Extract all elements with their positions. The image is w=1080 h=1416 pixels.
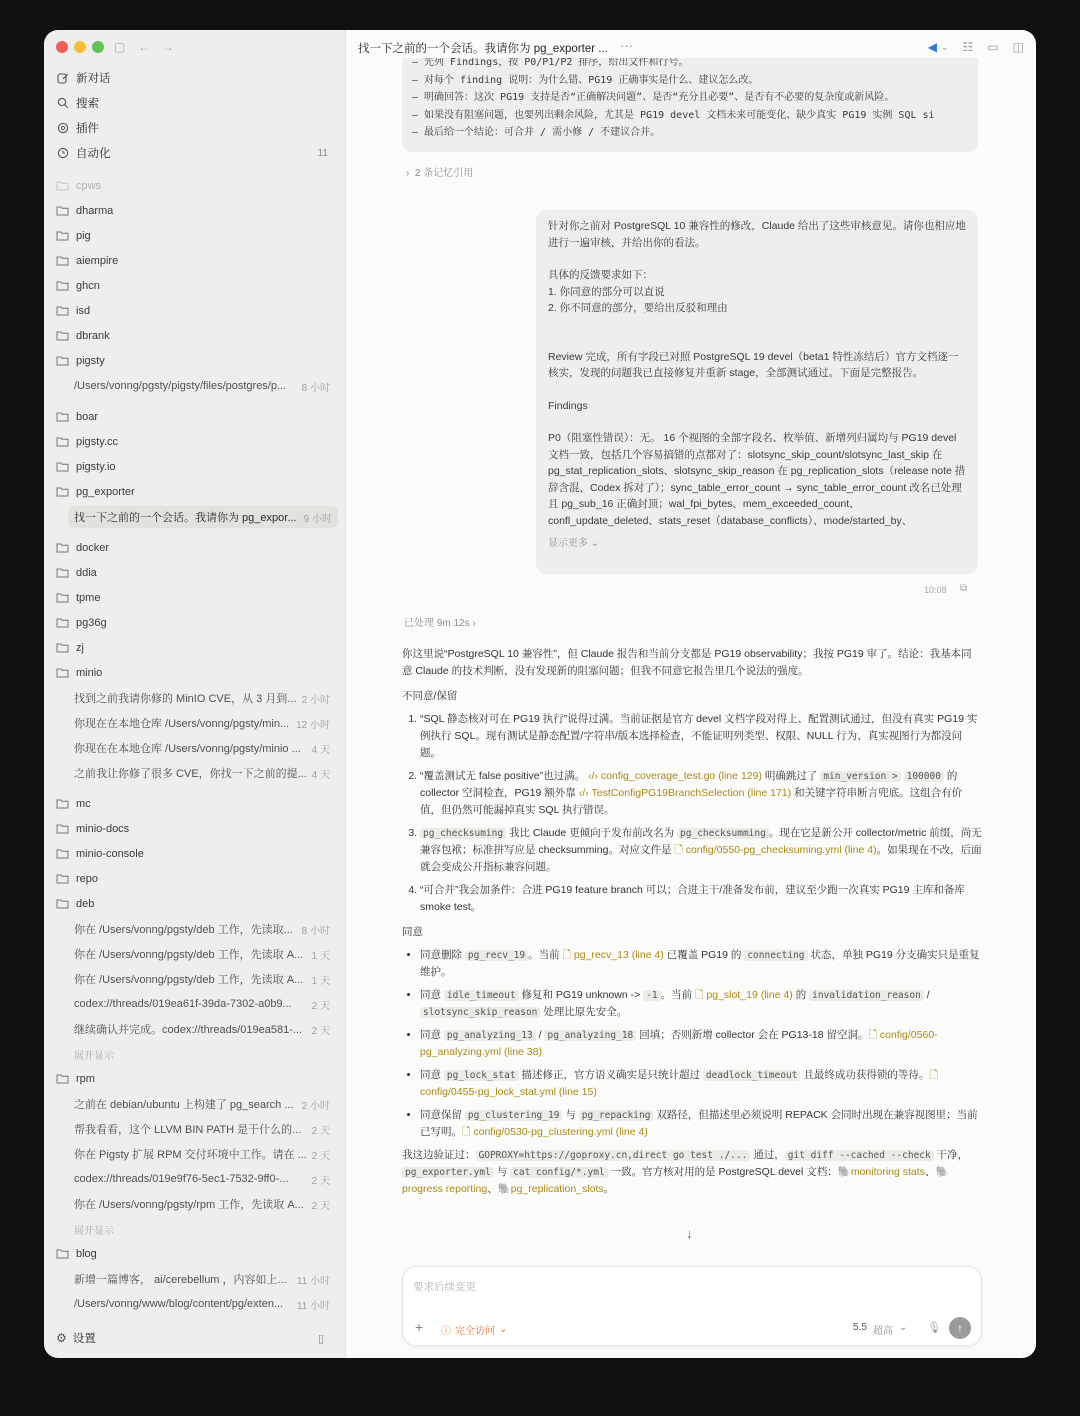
thread-time: 2 小时 (301, 1100, 330, 1112)
agree-item: • 同意保留 pg_clustering_19 与 pg_repacking 双路径，但描述里必须说明 REPACK 会同时出现在兼容视图里；当前已写明。🗋 config/0530-pg_clustering.yml (line 4) (420, 1107, 982, 1141)
file-link[interactable]: 🗋 config/0530-pg_clustering.yml (line 4) (462, 1126, 648, 1138)
folder-label: isd (76, 305, 91, 317)
previous-message-text (402, 58, 978, 142)
back-arrow-icon[interactable]: ← (138, 40, 150, 54)
folder-icon (56, 898, 70, 910)
folder-icon (56, 355, 70, 367)
thread-item[interactable] (74, 1118, 336, 1140)
folder-label: pg36g (76, 617, 107, 629)
folder-label: cpws (76, 180, 102, 192)
folder-label: minio-console (76, 848, 144, 860)
thread-item[interactable] (74, 1018, 336, 1040)
project-folder[interactable] (56, 662, 334, 684)
previous-message-bubble (402, 58, 978, 152)
project-folder[interactable] (56, 868, 334, 890)
project-folder[interactable] (56, 843, 334, 865)
thread-title: 继续确认并完成。codex://threads/019ea581-... (74, 1024, 303, 1036)
thread-title: 你在 /Users/vonng/pgsty/deb 工作，先读取 A... (74, 949, 304, 961)
folder-label: minio (76, 667, 103, 679)
section-heading-disagree: 不同意/保留 (402, 690, 458, 702)
nav-plugins[interactable] (56, 116, 334, 140)
thread-time: 2 天 (311, 1200, 330, 1212)
nav-automation[interactable] (56, 141, 334, 165)
folder-label: tpme (76, 592, 101, 604)
chevron-down-icon: ⌄ (499, 1324, 508, 1335)
thread-item[interactable] (74, 762, 336, 784)
thread-time: 4 天 (311, 769, 330, 781)
settings-button[interactable] (56, 1330, 334, 1346)
thread-time: 2 天 (311, 1150, 330, 1162)
thread-time: 1 天 (311, 975, 330, 987)
thread-title: 你在 /Users/vonng/pgsty/deb 工作，先读取 A... (74, 974, 304, 986)
processed-toggle[interactable]: 已处理 9m 12s › (404, 618, 476, 629)
toolbar-right (928, 40, 1024, 54)
doc-link[interactable]: 🐘pg_replication_slots (497, 1183, 604, 1195)
vscode-icon[interactable]: ◀ (927, 40, 937, 54)
user-msg-paragraph: 2. 你不同意的部分，要给出反驳和理由 (548, 302, 728, 314)
sidebar-toggle-icon[interactable]: ▢ (114, 40, 126, 54)
thread-item[interactable] (68, 506, 338, 528)
forward-arrow-icon[interactable]: → (162, 40, 174, 54)
nav-search[interactable] (56, 91, 334, 115)
folder-icon (56, 873, 70, 885)
composer (402, 1266, 982, 1346)
project-folder[interactable] (56, 562, 334, 584)
folder-label: deb (76, 898, 95, 910)
model-label: 5.5 (853, 1322, 867, 1333)
message-timestamp: 10:08 (924, 585, 947, 595)
previous-message-line: – 对每个 finding 说明：为什么错、PG19 正确事实是什么、建议怎么改。 (412, 74, 759, 86)
file-link[interactable]: 🗋 pg_slot_19 (line 4) (695, 989, 793, 1001)
folder-icon (56, 592, 70, 604)
thread-title: 你在 /Users/vonng/pgsty/rpm 工作，先读取 A... (74, 1199, 304, 1211)
thread-item[interactable] (74, 712, 336, 734)
thread-time: 11 小时 (296, 1300, 330, 1312)
project-folder[interactable] (56, 431, 334, 453)
nav-label: 自动化 (76, 148, 111, 160)
folder-icon (56, 230, 70, 242)
thread-item[interactable] (74, 1193, 336, 1215)
microphone-icon[interactable]: 🎙 (927, 1322, 941, 1334)
clock-icon (56, 146, 70, 160)
folder-label: ddia (76, 567, 97, 579)
folder-label: docker (76, 542, 110, 554)
effort-label: 超高 (872, 1326, 893, 1337)
thread-item[interactable] (74, 375, 336, 397)
thread-time: 2 天 (311, 1000, 330, 1012)
user-msg-paragraph: 针对你之前对 PostgreSQL 10 兼容性的修改，Claude 给出了这些审核意见。请你也相应地进行一遍审核，并给出你的看法。 (548, 220, 966, 249)
thread-title: 你现在在本地仓库 /Users/vonng/pgsty/min... (74, 718, 290, 730)
project-folder[interactable] (56, 893, 334, 915)
verification-paragraph: 我这边验证过： GOPROXY=https://goproxy.cn,direct go test ./... 通过， git diff --cached --check 干净，pg_exporter.yml 与 cat config/*.yml 一致。官方核对用的是 PostgreSQL devel 文档：🐘monitoring stats、🐘progress reporting、🐘pg_replication_slots。 (402, 1149, 969, 1195)
thread-item[interactable] (74, 737, 336, 759)
main-panel (346, 30, 1036, 1358)
agree-item: • 同意 pg_lock_stat 描述修正，官方语义确实是只统计超过 deadlock_timeout 且最终成功获得锁的等待。🗋 config/0455-pg_lock_stat.yml (line 15) (420, 1067, 982, 1101)
chevron-down-icon[interactable]: ⌄ (941, 41, 949, 52)
project-folder[interactable] (56, 300, 334, 322)
model-selector[interactable] (853, 1322, 907, 1337)
thread-item[interactable] (74, 1168, 336, 1190)
thread-title: 你在 Pigsty 扩展 RPM 交付环境中工作。请在 ... (74, 1149, 307, 1161)
folder-label: boar (76, 411, 99, 423)
plugin-icon (56, 121, 70, 135)
project-folder[interactable] (56, 275, 334, 297)
doc-link[interactable]: 🐘monitoring stats (837, 1166, 925, 1178)
project-folder[interactable] (56, 350, 334, 372)
settings-label: 设置 (72, 1333, 96, 1345)
folder-label: aiempire (76, 255, 119, 267)
folder-label: dharma (76, 205, 114, 217)
thread-time: 12 小时 (296, 719, 330, 731)
project-folder[interactable] (56, 818, 334, 840)
thread-time: 4 天 (311, 744, 330, 756)
user-message-bubble (536, 210, 978, 574)
folder-label: pigsty (76, 355, 105, 367)
add-attachment-button[interactable]: + (415, 1319, 424, 1335)
file-link[interactable]: 🗋 config/0455-pg_lock_stat.yml (line 15) (420, 1069, 938, 1098)
thread-title: 找一下之前的一个会话。我请你为 pg_expor... (74, 512, 297, 524)
gear-icon: ⚙ (56, 1331, 67, 1345)
compose-icon (56, 71, 70, 85)
project-folder[interactable] (56, 793, 334, 815)
expand-button[interactable]: 展开显示 (74, 1051, 114, 1062)
thread-title: /Users/vonng/www/blog/content/pg/exten... (74, 1298, 284, 1310)
folder-icon (56, 411, 70, 423)
thread-item[interactable] (74, 943, 336, 965)
thread-time: 1 天 (311, 950, 330, 962)
thread-time: 2 天 (311, 1125, 330, 1137)
processed-label: 已处理 9m 12s (404, 618, 470, 629)
previous-message-line: – 最后给一个结论：可合并 / 需小修 / 不建议合并。 (412, 127, 661, 138)
file-link[interactable]: 🗋 pg_recv_13 (line 4) (562, 949, 664, 961)
nav-label: 插件 (76, 123, 99, 135)
thread-item[interactable] (74, 1143, 336, 1165)
thread-time: 2 天 (311, 1025, 330, 1037)
copy-icon[interactable]: ⧉ (960, 583, 968, 594)
project-folder[interactable] (56, 225, 334, 247)
folder-icon (56, 567, 70, 579)
composer-input[interactable]: 要求后续变更 (413, 1281, 476, 1293)
memory-reference-toggle[interactable] (406, 164, 473, 179)
thread-item[interactable] (74, 1093, 336, 1115)
agree-list (402, 947, 982, 1141)
thread-time: 9 小时 (303, 513, 332, 525)
folder-icon (56, 1073, 70, 1085)
previous-message-line: – 先列 Findings，按 P0/P1/P2 排序，给出文件和行号。 (412, 58, 689, 68)
doc-link[interactable]: 🐘progress reporting (402, 1166, 949, 1195)
thread-title: codex://threads/019e9f76-5ec1-7532-9ff0-... (74, 1173, 289, 1185)
thread-title: 新增一篇博客， ai/cerebellum ，内容如上... (74, 1274, 287, 1286)
folder-icon (56, 798, 70, 810)
agree-item: • 同意 pg_analyzing_13 / pg_analyzing_18 回填；否则新增 collector 会在 PG13-18 留空洞。🗋 config/0560-pg_analyzing.yml (line 38) (420, 1027, 982, 1061)
folder-label: pg_exporter (76, 486, 135, 498)
sidebar (44, 30, 346, 1358)
folder-label: blog (76, 1248, 97, 1260)
thread-title: 之前在 debian/ubuntu 上构建了 pg_search ... (74, 1099, 294, 1111)
user-msg-paragraph: Review 完成，所有字段已对照 PostgreSQL 19 devel（beta1 特性冻结后）官方文档逐一核实，发现的问题我已直接修复并重新 stage，全部测试通过。下面是完整报告。 (548, 350, 959, 379)
thread-time: 8 小时 (301, 382, 330, 394)
folder-icon (56, 667, 70, 679)
folder-label: dbrank (76, 330, 110, 342)
panel-toggle-icon[interactable]: ◫ (1012, 40, 1024, 54)
folder-label: mc (76, 798, 91, 810)
folder-icon (56, 642, 70, 654)
expand-button[interactable]: 展开显示 (74, 1226, 114, 1237)
user-msg-paragraph: 具体的反馈要求如下： (548, 269, 653, 281)
access-mode-label: 完全访问 (455, 1326, 495, 1337)
memory-ref-label: 2 条记忆引用 (414, 168, 474, 179)
user-message-content (548, 218, 966, 553)
folder-icon (56, 305, 70, 317)
thread-time: 2 小时 (301, 694, 330, 706)
previous-message-line: – 明确回答：这次 PG19 支持是否“正确解决问题”、是否“充分且必要”、是否有不必要的复杂度或新风险。 (412, 92, 895, 103)
project-folder[interactable] (56, 325, 334, 347)
show-more-button[interactable]: 显示更多 ⌄ (548, 538, 600, 549)
disagree-item: 2. “覆盖测试无 false positive”也过满。 ‹/› config_coverage_test.go (line 129) 明确跳过了 min_version > 100000 的 collector 空洞检查，PG19 额外靠 ‹/› TestConfigPG19BranchSelection (line 171) 和关键字符串断言兜底。这组合有价值，但仍然可能漏掉真实 SQL 执行错误。 (420, 768, 982, 819)
folder-icon (56, 461, 70, 473)
file-link[interactable]: 🗋 config/0560-pg_analyzing.yml (line 38) (420, 1029, 938, 1058)
folder-label: rpm (76, 1073, 95, 1085)
folder-label: ghcn (76, 280, 100, 292)
diff-icon[interactable]: ☷ (962, 40, 974, 54)
user-msg-paragraph: Findings (548, 399, 588, 412)
nav-label: 新对话 (76, 73, 111, 85)
folder-icon (56, 205, 70, 217)
info-circle-icon: ⓘ (441, 1326, 451, 1337)
app-window (44, 30, 1036, 1358)
folder-icon (56, 1248, 70, 1260)
disagree-item: 4. “可合并”我会加条件：合进 PG19 feature branch 可以；合进主干/准备发布前，建议至少跑一次真实 PG19 主库和备库 smoke test。 (420, 882, 982, 916)
more-options-button[interactable]: ··· (620, 38, 633, 53)
folder-icon (56, 330, 70, 342)
thread-title: 你在 /Users/vonng/pgsty/deb 工作，先读取... (74, 924, 293, 936)
automation-count-badge: 11 (317, 147, 328, 159)
close-window-button[interactable] (56, 41, 68, 53)
folder-icon (56, 280, 70, 292)
traffic-lights (56, 41, 104, 53)
zoom-window-button[interactable] (92, 41, 104, 53)
thread-item[interactable] (74, 918, 336, 940)
project-folder[interactable] (56, 1243, 334, 1265)
thread-item[interactable] (74, 1268, 336, 1290)
folder-icon (56, 255, 70, 267)
thread-item[interactable] (74, 968, 336, 990)
terminal-icon[interactable]: ▭ (987, 40, 999, 54)
disagree-list (402, 711, 982, 916)
nav-new-chat[interactable] (56, 66, 334, 90)
project-folder[interactable] (56, 175, 334, 197)
folder-icon (56, 848, 70, 860)
thread-title: 之前我让你修了很多 CVE，你找一下之前的提... (74, 768, 307, 780)
send-button[interactable]: ↑ (949, 1317, 971, 1339)
thread-title: 找到之前我请你修的 MinIO CVE，从 3 月到... (74, 693, 297, 705)
folder-label: pigsty.io (76, 461, 116, 473)
folder-label: repo (76, 873, 99, 885)
project-folder[interactable] (56, 250, 334, 272)
disagree-item: 1. “SQL 静态核对可在 PG19 执行”说得过满。当前证据是官方 devel 文档字段对得上、配置测试通过，但没有真实 PG19 实例执行 SQL。现有测试是静态配置/字符串/版本选择检查，不能证明列类型、权限、NULL 行为、真实视图行为都没问题。 (420, 711, 982, 762)
phone-icon[interactable]: ▯ (317, 1332, 324, 1345)
thread-time: 2 天 (311, 1175, 330, 1187)
chevron-right-icon: › (406, 168, 410, 179)
disagree-item: 3. pg_checksuming 我比 Claude 更倾向于发布前改名为 pg_checksumming 。现在它是新公开 collector/metric 前缀，尚无兼容包袱；标准拼写应是 checksumming。对应文件是 🗋 config/0550-pg_checksuming.yml (line 4)。如果现在不改，后面就会变成公开指标兼容问题。 (420, 825, 982, 876)
thread-item[interactable] (74, 1293, 336, 1315)
thread-title: 找一下之前的一个会话。我请你为 pg_exporter ... (358, 43, 608, 55)
section-heading-agree: 同意 (402, 926, 423, 938)
thread-item[interactable] (74, 993, 336, 1015)
chevron-down-icon: ⌄ (898, 1322, 908, 1333)
file-link[interactable]: ‹/› TestConfigPG19BranchSelection (line 171) (578, 787, 792, 799)
folder-label: zj (76, 642, 84, 654)
folder-icon (56, 486, 70, 498)
project-folder[interactable] (56, 587, 334, 609)
thread-title: /Users/vonng/pgsty/pigsty/files/postgres/p... (74, 380, 287, 392)
project-folder[interactable] (56, 406, 334, 428)
folder-icon (56, 823, 70, 835)
assistant-response (402, 646, 982, 1198)
project-folder[interactable] (56, 537, 334, 559)
thread-title: 你现在在本地仓库 /Users/vonng/pgsty/minio ... (74, 743, 301, 755)
nav-label: 搜索 (76, 98, 99, 110)
minimize-window-button[interactable] (74, 41, 86, 53)
response-intro: 你这里说“PostgreSQL 10 兼容性”，但 Claude 报告和当前分支都是 PG19 observability；我按 PG19 审了。结论：我基本同意 Claude 的技术判断，没有发现新的阻塞问题；但我不同意它报告里几个说法的强度。 (402, 648, 972, 677)
project-folder[interactable] (56, 612, 334, 634)
project-folder[interactable] (56, 456, 334, 478)
previous-message-line: – 如果没有阻塞问题，也要列出剩余风险，尤其是 PG19 devel 文档未来可能变化、缺少真实 PG19 实例 SQL si (412, 109, 935, 121)
folder-icon (56, 617, 70, 629)
project-folder[interactable] (56, 200, 334, 222)
user-msg-paragraph: 1. 你同意的部分可以直说 (548, 285, 665, 298)
user-msg-paragraph: P0（阻塞性错误）：无。 16 个视图的全部字段名、枚举值、新增列归属均与 PG19 devel 文档一致，包括几个容易搞错的点都对了：slotsync_skip_count/slotsync_last_skip 在 pg_stat_replication_slots、slotsync_skip_reason 在 pg_replication_slots（release note 措辞含混，Codex 拆对了）；sync_table_error_count → sync_table_error_count 改名已处理且 pg_sub_16 正确封顶；wal_fpi_bytes、mem_exceeded_count、confl_update_deleted、stats_reset（database_conflicts）、mode/started_by、 (548, 432, 966, 527)
file-link[interactable]: 🗋 config/0550-pg_checksuming.yml (line 4) (674, 844, 877, 856)
agree-item: • 同意 idle_timeout 修复和 PG19 unknown -> -1 。当前 🗋 pg_slot_19 (line 4) 的 invalidation_reason / slotsync_skip_reason 处理比原先安全。 (420, 987, 982, 1021)
access-mode-dropdown[interactable] (441, 1322, 507, 1337)
agree-item: • 同意删除 pg_recv_19 。当前 🗋 pg_recv_13 (line 4) 已覆盖 PG19 的 connecting 状态，单独 PG19 分支确实只是重复维护。 (420, 947, 982, 981)
file-link[interactable]: ‹/› config_coverage_test.go (line 129) (585, 770, 762, 782)
folder-label: minio-docs (76, 823, 130, 835)
thread-item[interactable] (74, 687, 336, 709)
thread-time: 11 小时 (296, 1275, 330, 1287)
folder-icon (56, 542, 70, 554)
project-folder[interactable] (56, 481, 334, 503)
folder-label: pigsty.cc (76, 436, 118, 448)
thread-title: codex://threads/019ea61f-39da-7302-a0b9... (74, 998, 292, 1010)
thread-title: 帮我看看，这个 LLVM BIN PATH 是干什么的... (74, 1124, 302, 1136)
search-icon (56, 96, 70, 110)
project-folder[interactable] (56, 1068, 334, 1090)
folder-icon (56, 436, 70, 448)
folder-icon (56, 180, 70, 192)
folder-label: pig (76, 230, 91, 242)
scroll-down-arrow-icon[interactable]: ↓ (686, 1226, 693, 1241)
thread-time: 8 小时 (301, 925, 330, 937)
project-folder[interactable] (56, 637, 334, 659)
